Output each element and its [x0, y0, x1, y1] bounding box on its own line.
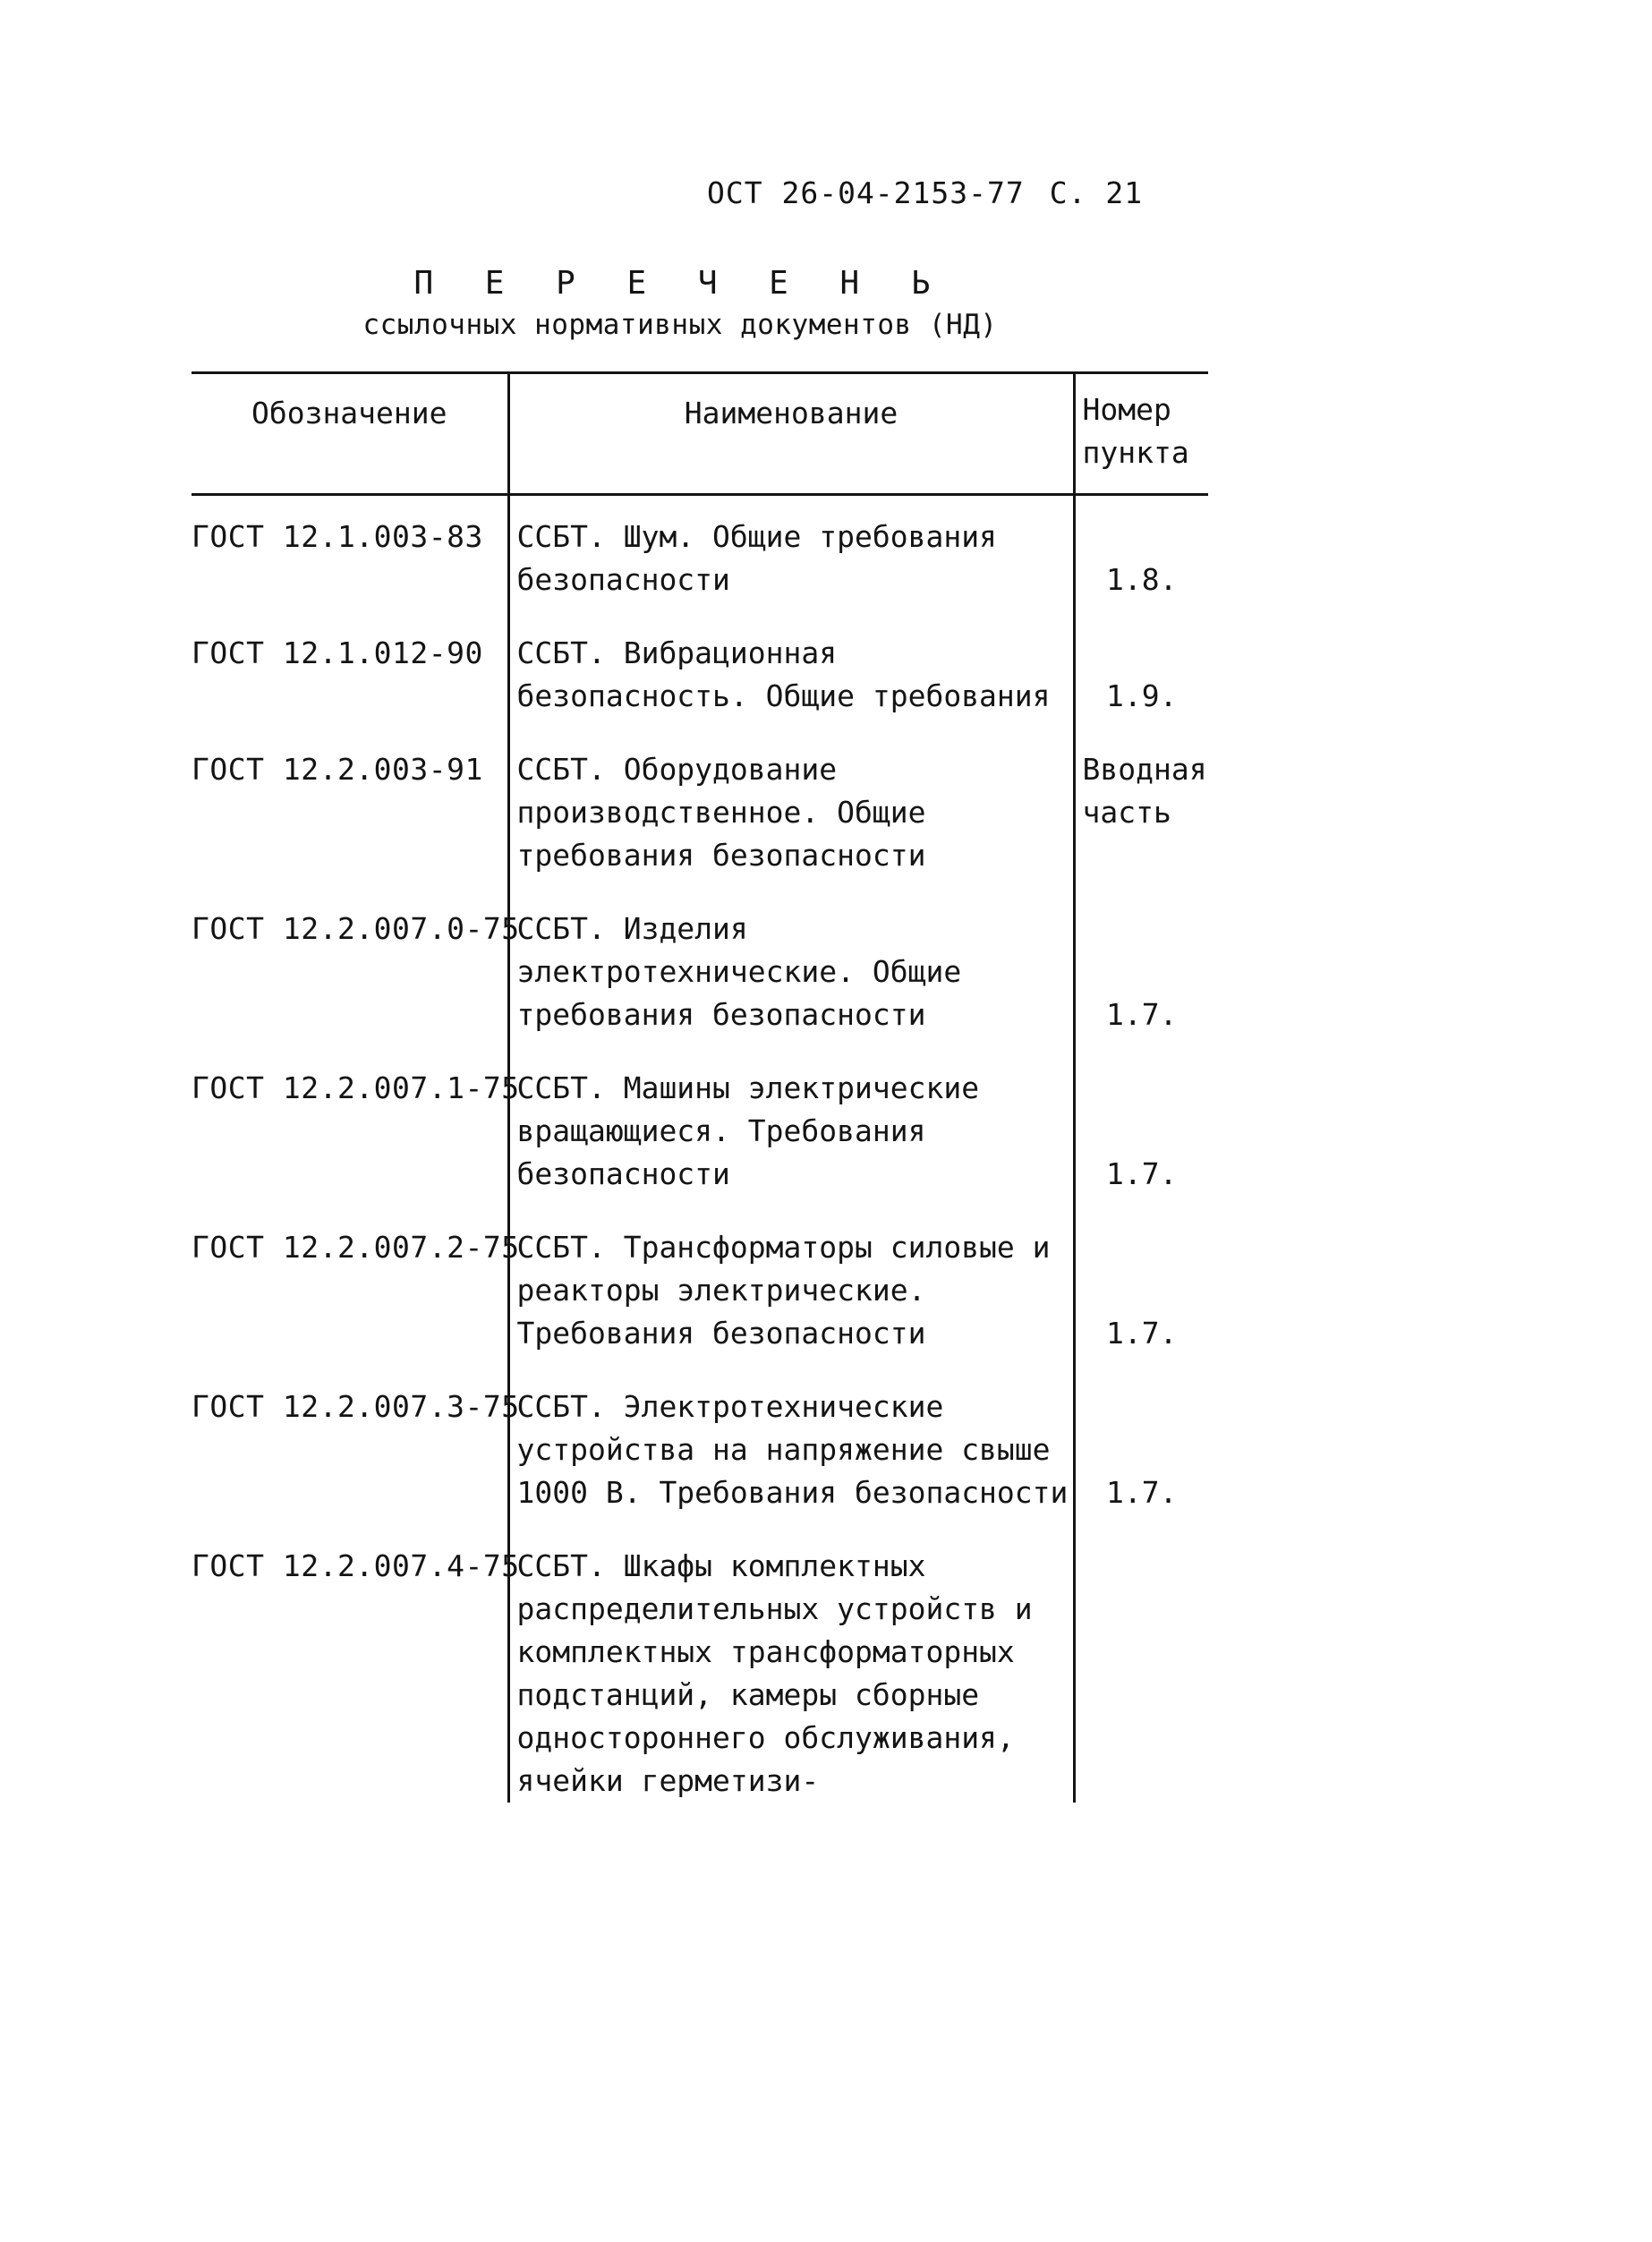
document-subtitle: ссылочных нормативных документов (НД): [362, 309, 998, 341]
clause-cell: 1.7.: [1106, 1475, 1178, 1510]
name-cell: ССБТ. Оборудование производственное. Общие требования безопасности: [508, 748, 1074, 877]
column-header-name: Наименование: [508, 373, 1074, 495]
designation-cell: ГОСТ 12.2.007.3-75: [192, 1389, 520, 1424]
table-row: [192, 908, 1208, 1036]
name-cell: ССБТ. Шум. Общие требования безопасности: [508, 516, 1074, 601]
designation-cell: ГОСТ 12.2.007.4-75: [192, 1548, 520, 1583]
clause-cell: 1.8.: [1106, 562, 1178, 597]
designation-cell: ГОСТ 12.2.003-91: [192, 752, 483, 787]
table-row: [192, 1545, 1208, 1803]
document-code: ОСТ 26-04-2153-77: [707, 175, 1025, 210]
table-row: [192, 1226, 1208, 1355]
clause-cell: 1.7.: [1106, 1156, 1178, 1191]
name-cell: ССБТ. Шкафы комплектных распределительных устройств и комплектных трансформаторных подстанций, камеры сборные одностороннего обслуживания, ячейки герметизи-: [508, 1545, 1074, 1803]
clause-cell: [1074, 1545, 1208, 1803]
clause-cell: 1.7.: [1106, 997, 1178, 1032]
references-table: [192, 371, 1208, 1803]
document-title: П Е Р Е Ч Е Н Ь: [413, 265, 947, 302]
designation-cell: ГОСТ 12.2.007.1-75: [192, 1070, 520, 1105]
column-header-designation: Обозначение: [251, 396, 447, 430]
page-header: [707, 175, 1143, 210]
table-row: [192, 516, 1208, 601]
name-cell: ССБТ. Машины электрические вращающиеся. Требования безопасности: [508, 1067, 1074, 1196]
name-cell: ССБТ. Изделия электротехнические. Общие требования безопасности: [508, 908, 1074, 1036]
clause-cell: 1.7.: [1106, 1316, 1178, 1351]
column-header-clause: Номер пункта: [1082, 392, 1189, 470]
table-row: [192, 1385, 1208, 1514]
table-row: [192, 748, 1208, 877]
table-row: [192, 1067, 1208, 1196]
name-cell: ССБТ. Электротехнические устройства на напряжение свыше 1000 В. Требования безопасности: [508, 1385, 1074, 1514]
table-header-row: [192, 373, 1208, 495]
designation-cell: ГОСТ 12.2.007.0-75: [192, 911, 520, 946]
designation-cell: ГОСТ 12.2.007.2-75: [192, 1230, 520, 1265]
designation-cell: ГОСТ 12.1.003-83: [192, 519, 483, 554]
clause-cell: 1.9.: [1106, 678, 1178, 713]
designation-cell: ГОСТ 12.1.012-90: [192, 635, 483, 670]
table-row: [192, 632, 1208, 718]
name-cell: ССБТ. Вибрационная безопасность. Общие требования: [508, 632, 1074, 718]
clause-cell: Вводная часть: [1082, 752, 1207, 830]
name-cell: ССБТ. Трансформаторы силовые и реакторы электрические. Требования безопасности: [508, 1226, 1074, 1355]
page-number: С. 21: [1049, 175, 1144, 210]
